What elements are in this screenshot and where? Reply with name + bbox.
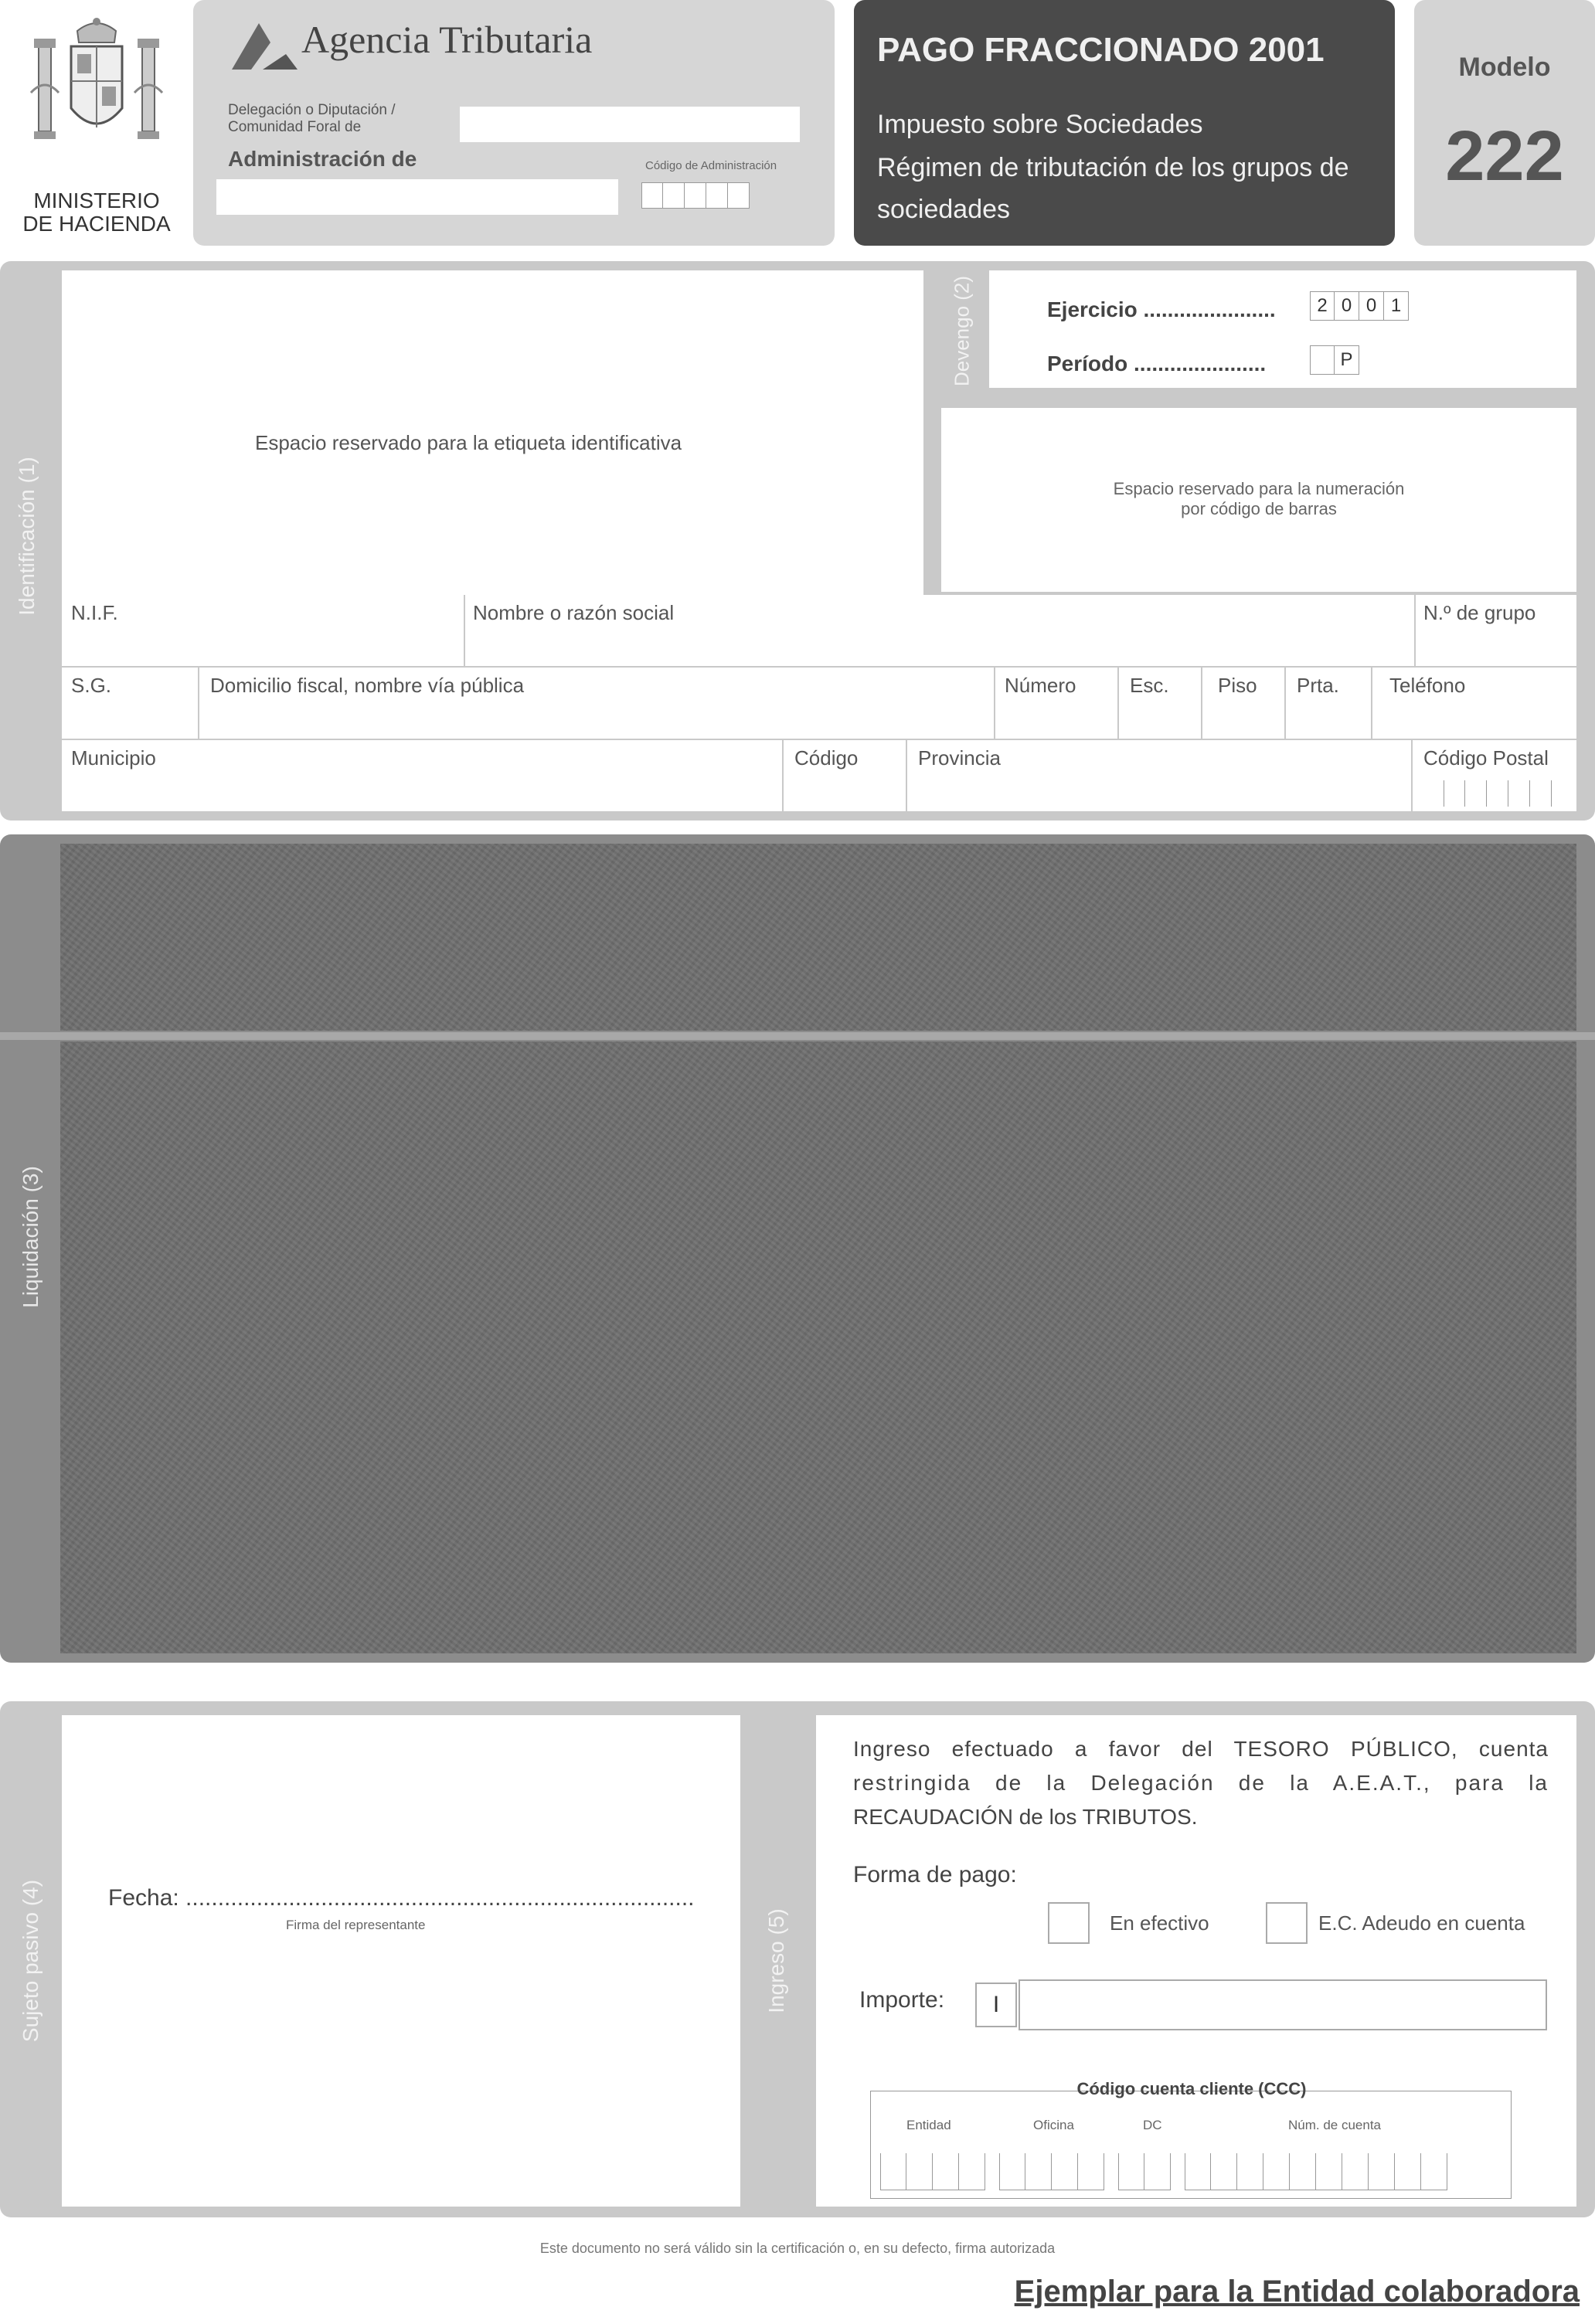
periodo-digit <box>1310 345 1335 375</box>
ministry-name <box>0 189 193 236</box>
ministry-logo <box>23 15 170 193</box>
sg-label: S.G. <box>71 674 112 697</box>
nif-label: N.I.F. <box>71 601 118 624</box>
prta-label: Prta. <box>1297 674 1339 697</box>
ccc-box <box>870 2079 1512 2199</box>
liquidacion-upper-area <box>60 844 1576 1031</box>
fecha-label: Fecha: ............................................................................... <box>108 1885 695 1911</box>
ejercicio-digit: 0 <box>1359 291 1384 321</box>
ccc-cuenta-label: Núm. de cuenta <box>1288 2118 1382 2132</box>
ministry-line-1: MINISTERIO <box>33 189 160 212</box>
agency-name: Agencia Tributaria <box>301 18 593 61</box>
esc-field[interactable] <box>1119 668 1201 739</box>
administracion-field[interactable] <box>216 179 618 215</box>
form-title: PAGO FRACCIONADO 2001 <box>877 31 1325 69</box>
etiqueta-area <box>62 270 923 595</box>
identificacion-section <box>0 261 1595 821</box>
ejercicio-digit: 1 <box>1384 291 1409 321</box>
form-subtitle-2: Régimen de tributación de los grupos de <box>877 153 1349 182</box>
ingreso-text-1: Ingreso efectuado a favor del TESORO PÚBLICO, cuenta <box>853 1737 1549 1761</box>
barcode-text-2: por código de barras <box>1181 499 1337 518</box>
numero-label: Número <box>1005 674 1076 697</box>
barcode-area <box>941 408 1576 592</box>
ejercicio-label: Ejercicio ...................... <box>1047 297 1276 321</box>
liquidacion-lower-area <box>60 1041 1576 1653</box>
ccc-title: Código cuenta cliente (CCC) <box>1076 2079 1307 2098</box>
liquidacion-section <box>0 834 1595 1663</box>
form-subtitle-1: Impuesto sobre Sociedades <box>877 110 1203 139</box>
etiqueta-text: Espacio reservado para la etiqueta identificativa <box>255 431 682 454</box>
codigo-postal-field[interactable] <box>1413 740 1576 811</box>
delegacion-field[interactable] <box>460 107 800 142</box>
telefono-field[interactable] <box>1372 668 1576 739</box>
efectivo-checkbox[interactable] <box>1048 1902 1090 1944</box>
ejemplar-label: Ejemplar para la Entidad colaboradora <box>1014 2275 1580 2309</box>
ccc-oficina-label: Oficina <box>1033 2118 1074 2132</box>
bottom-section <box>0 1701 1595 2217</box>
firma-label: Firma del representante <box>286 1918 426 1932</box>
modelo-label: Modelo <box>1458 53 1551 82</box>
modelo-box <box>1414 0 1595 246</box>
ingreso-text-2: restringida de la Delegación de la A.E.A.T., para la <box>853 1771 1549 1795</box>
ccc-dc-label: DC <box>1143 2118 1162 2132</box>
sujeto-pasivo-box <box>62 1715 740 2207</box>
codigo-postal-label: Código Postal <box>1423 746 1549 770</box>
domicilio-field[interactable] <box>199 668 994 739</box>
agency-logo-icon <box>224 15 301 77</box>
ingreso-label: Ingreso (5) <box>764 1908 788 2013</box>
ccc-digit-boxes[interactable] <box>880 2153 1447 2190</box>
ingreso-text-3: RECAUDACIÓN de los TRIBUTOS. <box>853 1805 1198 1829</box>
modelo-number: 222 <box>1445 117 1564 195</box>
prta-field[interactable] <box>1286 668 1371 739</box>
provincia-label: Provincia <box>918 746 1001 770</box>
sujeto-pasivo-label: Sujeto pasivo (4) <box>19 1879 43 2043</box>
validity-note: Este documento no será válido sin la certificación o, en su defecto, firma autorizada <box>539 2241 1056 2256</box>
delegacion-label-2: Comunidad Foral de <box>228 119 362 135</box>
importe-field[interactable] <box>1019 1979 1547 2030</box>
ejercicio-digit: 0 <box>1335 291 1359 321</box>
periodo-digits[interactable] <box>1310 345 1359 375</box>
codigo-postal-boxes <box>1444 780 1552 807</box>
forma-pago-label: Forma de pago: <box>853 1862 1017 1887</box>
codigo-label: Código <box>794 746 859 770</box>
domicilio-label: Domicilio fiscal, nombre vía pública <box>210 674 525 697</box>
ministry-line-2: DE HACIENDA <box>22 212 171 236</box>
agency-box <box>193 0 835 246</box>
coat-of-arms-icon <box>23 15 170 185</box>
periodo-label: Período ...................... <box>1047 352 1267 375</box>
ejercicio-digit: 2 <box>1310 291 1335 321</box>
adeudo-label: E.C. Adeudo en cuenta <box>1318 1911 1525 1935</box>
importe-label: Importe: <box>859 1987 945 2013</box>
liquidacion-divider <box>0 1032 1595 1040</box>
nombre-label: Nombre o razón social <box>473 601 675 624</box>
delegacion-label-1: Delegación o Diputación / <box>228 102 396 118</box>
ejercicio-digits[interactable] <box>1310 291 1409 321</box>
adeudo-checkbox[interactable] <box>1266 1902 1308 1944</box>
devengo-label: Devengo (2) <box>950 275 974 387</box>
administracion-label: Administración de <box>228 147 417 171</box>
identificacion-label: Identificación (1) <box>15 457 39 616</box>
form-subtitle-3: sociedades <box>877 195 1011 224</box>
devengo-box <box>989 270 1576 388</box>
form-title-block <box>854 0 1395 246</box>
sg-field[interactable] <box>62 668 198 739</box>
nombre-field[interactable] <box>465 595 1414 666</box>
nif-field[interactable] <box>62 595 464 666</box>
efectivo-label: En efectivo <box>1110 1911 1209 1935</box>
codigo-field[interactable] <box>784 740 906 811</box>
importe-prefix: I <box>975 1983 1017 2027</box>
provincia-field[interactable] <box>907 740 1411 811</box>
ingreso-box <box>816 1715 1576 2207</box>
grupo-field[interactable] <box>1416 595 1576 666</box>
grupo-label: N.º de grupo <box>1423 601 1536 624</box>
piso-field[interactable] <box>1202 668 1284 739</box>
ccc-entidad-label: Entidad <box>906 2118 951 2132</box>
numero-field[interactable] <box>995 668 1117 739</box>
telefono-label: Teléfono <box>1389 674 1466 697</box>
periodo-digit: P <box>1335 345 1359 375</box>
municipio-label: Municipio <box>71 746 156 770</box>
barcode-text-1: Espacio reservado para la numeración <box>1113 479 1405 498</box>
liquidacion-label: Liquidación (3) <box>19 1166 43 1308</box>
esc-label: Esc. <box>1130 674 1169 697</box>
piso-label: Piso <box>1218 674 1257 697</box>
codigo-administracion-label: Código de Administración <box>645 159 777 172</box>
municipio-field[interactable] <box>62 740 782 811</box>
codigo-administracion-boxes[interactable] <box>641 182 750 209</box>
